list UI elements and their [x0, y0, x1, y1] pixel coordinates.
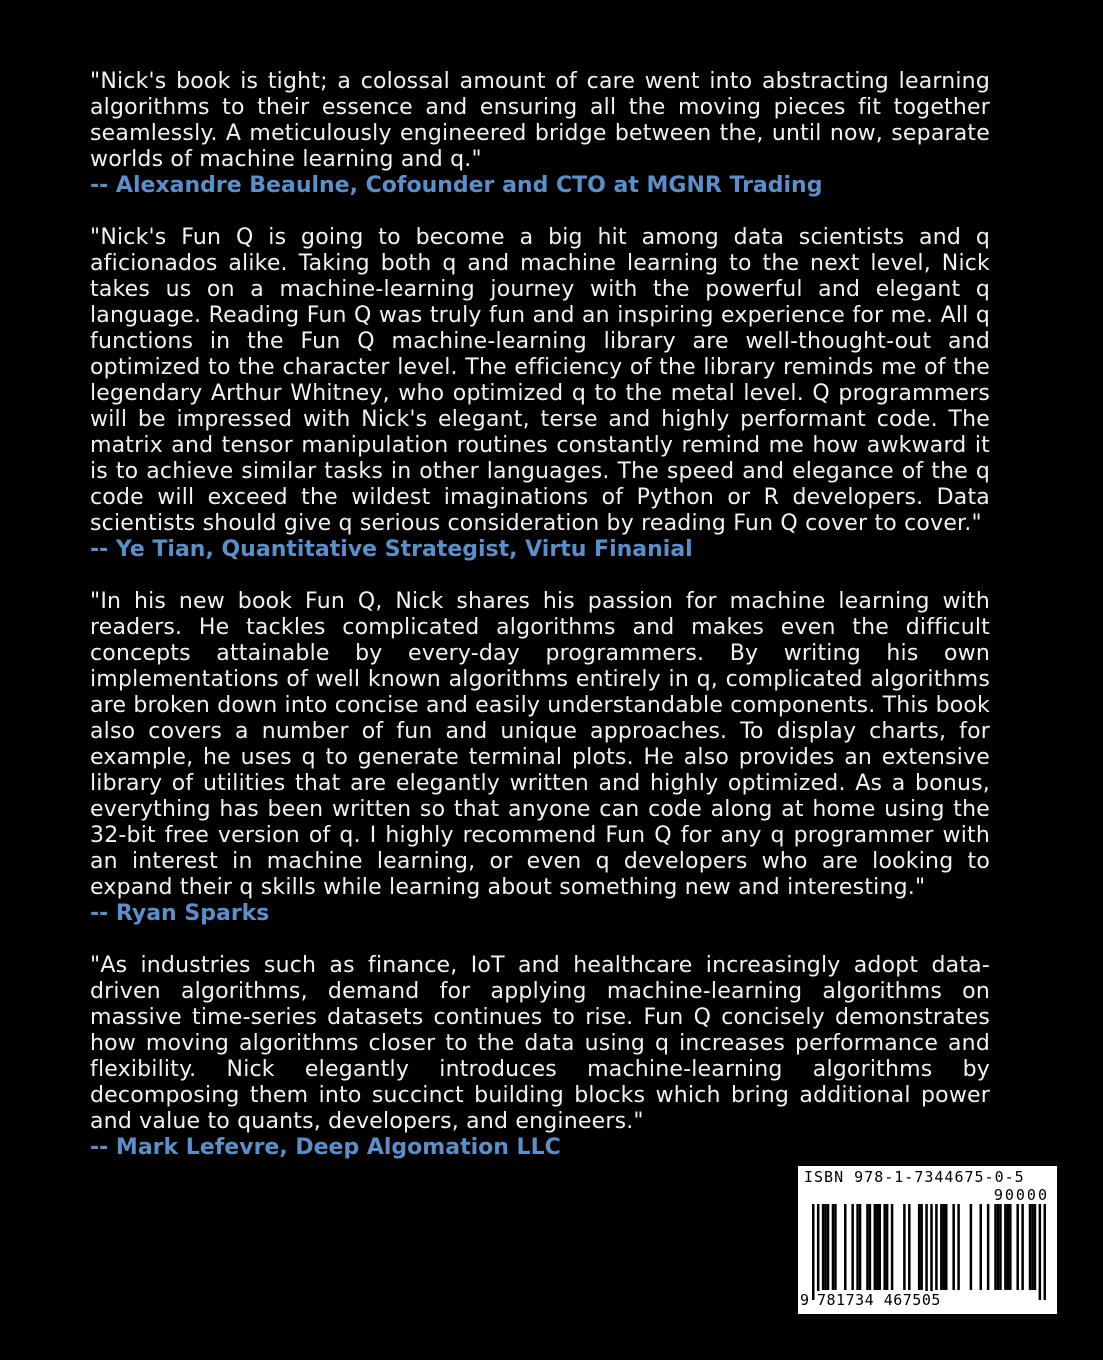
- barcode-bar: [844, 1204, 847, 1290]
- barcode-bar: [832, 1204, 835, 1290]
- ean-digits: 781734 467505: [817, 1291, 941, 1309]
- barcode-bar: [834, 1204, 837, 1290]
- barcode-bar: [1044, 1204, 1046, 1300]
- barcode-bar: [930, 1204, 933, 1300]
- barcode-bar: [886, 1204, 889, 1290]
- barcode-bar: [851, 1204, 854, 1290]
- barcode-bar: [859, 1204, 862, 1290]
- isbn-number: ISBN 978-1-7344675-0-5: [804, 1168, 1025, 1186]
- barcode-bar: [1004, 1204, 1007, 1290]
- barcode-bar: [866, 1204, 869, 1290]
- endorsement-sparks: [90, 589, 990, 927]
- endorsement-attribution: -- Ye Tian, Quantitative Strategist, Virtu Finanial: [90, 537, 693, 562]
- barcode-bar: [979, 1204, 982, 1290]
- price-code: 90000: [993, 1186, 1049, 1204]
- endorsement-quote: "As industries such as finance, IoT and healthcare increasingly adopt data-driven algorithms, demand for applying machine-learning algorithms on massive time-series datasets continues to rise. Fun Q concisely demonstrates how moving algorithms closer to the data using q increases performance and flexibility. Nick elegantly introduces machine-learning algorithms by decomposing them into succinct building blocks which bring additional power and value to quants, developers, and engineers.": [90, 953, 990, 1134]
- barcode-bar: [1029, 1204, 1032, 1290]
- endorsement-attribution: -- Ryan Sparks: [90, 901, 270, 926]
- barcode-bar: [879, 1204, 882, 1290]
- isbn-barcode: [798, 1166, 1057, 1314]
- barcode-bar: [903, 1204, 906, 1290]
- barcode-bar: [822, 1204, 825, 1290]
- barcode-bar: [817, 1204, 820, 1300]
- barcode-bar: [970, 1204, 973, 1290]
- endorsement-tian: [90, 225, 990, 563]
- barcode-bar: [918, 1204, 921, 1290]
- ean-first-digit: 9: [800, 1291, 810, 1309]
- barcode-bar: [987, 1204, 990, 1290]
- barcode-bar: [856, 1204, 859, 1290]
- barcode-bar: [1031, 1204, 1034, 1290]
- endorsements: [90, 69, 990, 1187]
- barcode-bar: [1009, 1204, 1012, 1290]
- barcode-bar: [943, 1204, 946, 1290]
- barcode-bar: [876, 1204, 879, 1290]
- barcode-bar: [1016, 1204, 1019, 1290]
- barcode-bars-icon: [812, 1204, 1046, 1300]
- barcode-bar: [935, 1204, 938, 1290]
- barcode-bar: [1039, 1204, 1042, 1300]
- barcode-bar: [999, 1204, 1002, 1290]
- barcode-bar: [891, 1204, 894, 1290]
- barcode-bar: [883, 1204, 886, 1290]
- barcode-bar: [812, 1204, 815, 1300]
- barcode-bar: [920, 1204, 923, 1290]
- barcode-bar: [869, 1204, 872, 1290]
- barcode-bar: [957, 1204, 960, 1290]
- endorsement-attribution: -- Alexandre Beaulne, Cofounder and CTO at MGNR Trading: [90, 173, 823, 198]
- endorsement-beaulne: [90, 69, 990, 199]
- barcode-bar: [952, 1204, 955, 1290]
- barcode-bar: [874, 1204, 877, 1290]
- barcode-bar: [1034, 1204, 1037, 1290]
- barcode-bar: [997, 1204, 1000, 1290]
- endorsement-quote: "Nick's Fun Q is going to become a big hit among data scientists and q aficionados alike. Taking both q and machine learning to the next level, Nick takes us on a machine-learning journey with the powerful and elegant q language. Reading Fun Q was truly fun and an inspiring experience for me. All q functions in the Fun Q machine-learning library are well-thought-out and optimized to the character level. The efficiency of the library reminds me of the legendary Arthur Whitney, who optimized q to the metal level. Q programmers will be impressed with Nick's elegant, terse and highly performant code. The matrix and tensor manipulation routines constantly remind me how awkward it is to achieve similar tasks in other languages. The speed and elegance of the q code will exceed the wildest imaginations of Python or R developers. Data scientists should give q serious consideration by reading Fun Q cover to cover.": [90, 225, 990, 536]
- endorsement-lefevre: [90, 953, 990, 1161]
- barcode-bar: [827, 1204, 830, 1290]
- barcode-bar: [945, 1204, 948, 1290]
- barcode-bar: [1021, 1204, 1024, 1290]
- barcode-bar: [994, 1204, 997, 1290]
- barcode-bar: [940, 1204, 943, 1290]
- barcode-bar: [824, 1204, 827, 1290]
- barcode-bar: [908, 1204, 911, 1290]
- endorsement-quote: "Nick's book is tight; a colossal amount of care went into abstracting learning algorithms to their essence and ensuring all the moving pieces fit together seamlessly. A meticulously engineered bridge between the, until now, separate worlds of machine learning and q.": [90, 69, 990, 172]
- endorsement-attribution: -- Mark Lefevre, Deep Algomation LLC: [90, 1135, 561, 1160]
- endorsement-quote: "In his new book Fun Q, Nick shares his passion for machine learning with readers. He tackles complicated algorithms and makes even the difficult concepts attainable by every-day programmers. By writing his own implementations of well known algorithms entirely in q, complicated algorithms are broken down into concise and easily understandable components. This book also covers a number of fun and unique approaches. To display charts, for example, he uses q to generate terminal plots. He also provides an extensive library of utilities that are elegantly written and highly optimized. As a bonus, everything has been written so that anyone can code along at home using the 32-bit free version of q. I highly recommend Fun Q for any q programmer with an interest in machine learning, or even q developers who are looking to expand their q skills while learning about something new and interesting.": [90, 589, 990, 900]
- barcode-bar: [1007, 1204, 1010, 1290]
- barcode-bar: [925, 1204, 928, 1300]
